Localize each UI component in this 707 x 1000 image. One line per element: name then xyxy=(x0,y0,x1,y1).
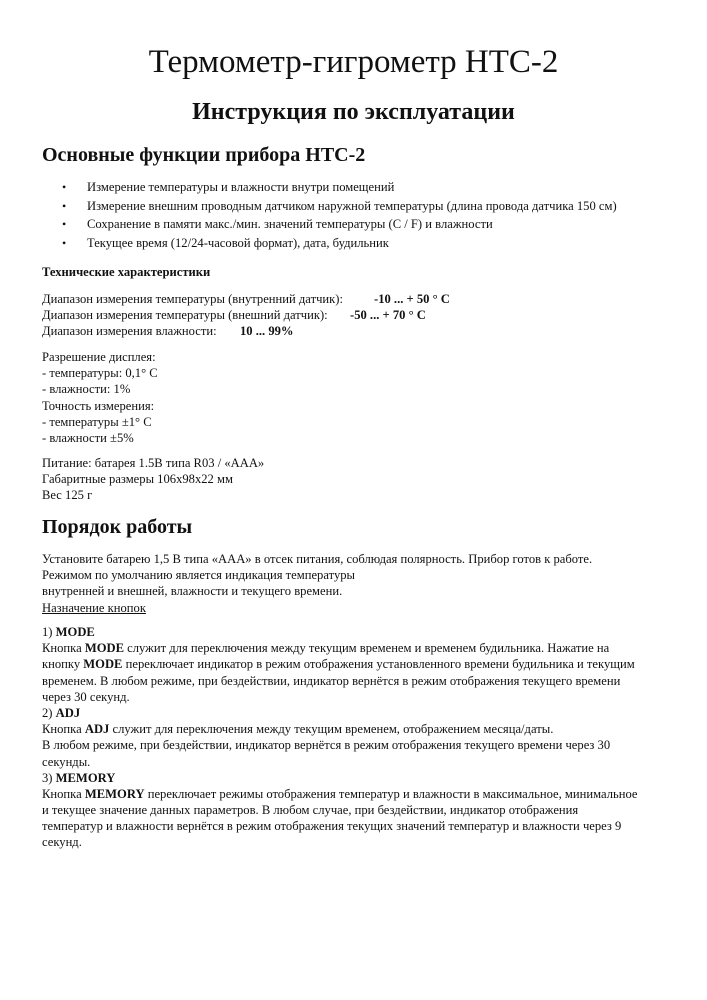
mode-section xyxy=(42,624,638,851)
list-item: • Текущее время (12/24-часовой формат), дата, будильник xyxy=(62,234,617,253)
paragraph-line: временем. В любом режиме, при бездействии, индикатор вернётся в режим отображения текущего времени xyxy=(42,673,621,688)
spec-range-label: Диапазон измерения температуры (внутренний датчик): xyxy=(42,292,343,306)
paragraph-line: Установите батарею 1,5 В типа «ААА» в отсек питания, соблюдая полярность. Прибор готов к работе. xyxy=(42,552,593,566)
spec-line: Габаритные размеры 106x98x22 мм xyxy=(42,472,233,487)
spec-line: - влажности ±5% xyxy=(42,430,134,445)
spec-line: - температуры ±1° С xyxy=(42,414,152,429)
paragraph-line: и текущее значение данных параметров. В любом случае, при бездействии, индикатор отображения xyxy=(42,803,579,818)
paragraph-line: кнопку MODE переключает индикатор в режим отображения установленного времени будильника и текущим xyxy=(42,657,635,672)
spec-line: Разрешение дисплея: xyxy=(42,350,156,364)
paragraph-line: внутренней и внешней, влажности и текущего времени. xyxy=(42,584,343,599)
list-item: • Сохранение в памяти макс./мин. значений температуры (C / F) и влажности xyxy=(62,215,617,234)
paragraph-line: температур и влажности вернётся в режим отображения текущих значений температур и влажности через 9 xyxy=(42,819,622,834)
spec-resolution xyxy=(42,349,158,446)
operation-intro xyxy=(42,551,592,616)
paragraph-line: Режимом по умолчанию является индикация температуры xyxy=(42,568,356,583)
spec-line: - температуры: 0,1° С xyxy=(42,366,158,381)
paragraph-line: В любом режиме, при бездействии, индикатор вернётся в режим отображения текущего времени через 30 xyxy=(42,738,611,753)
paragraph-line: секунд. xyxy=(42,835,82,850)
functions-list xyxy=(62,178,617,252)
spec-ranges xyxy=(42,291,450,340)
spec-range-value: 10 ... 99% xyxy=(240,324,294,339)
spec-range-row xyxy=(42,307,426,323)
memory-title: 3) MEMORY xyxy=(42,770,116,785)
paragraph-line: через 30 секунд. xyxy=(42,689,130,704)
paragraph-line: Кнопка MODE служит для переключения между текущим временем и временем будильника. Нажатие на xyxy=(42,641,610,656)
paragraph-line: секунды. xyxy=(42,754,91,769)
spec-other xyxy=(42,455,264,504)
paragraph-line: Кнопка MEMORY переключает режимы отображения температур и влажности в максимальное, минимальное xyxy=(42,786,638,801)
document-title: Термометр-гигрометр HTC-2 xyxy=(148,44,559,80)
spec-line: Вес 125 г xyxy=(42,488,93,503)
spec-range-label: Диапазон измерения влажности: xyxy=(42,324,217,339)
spec-range-value: -10 ... + 50 ° С xyxy=(374,292,450,306)
paragraph-line: Кнопка ADJ служит для переключения между текущим временем, отображением месяца/даты. xyxy=(42,722,554,737)
spec-line: - влажности: 1% xyxy=(42,382,131,397)
spec-range-value: -50 ... + 70 ° С xyxy=(350,308,426,323)
document-subtitle: Инструкция по эксплуатации xyxy=(192,99,515,125)
mode-title: 1) MODE xyxy=(42,625,95,639)
list-item: • Измерение температуры и влажности внутри помещений xyxy=(62,178,617,197)
spec-line: Точность измерения: xyxy=(42,398,155,413)
functions-heading: Основные функции прибора HTC-2 xyxy=(42,144,366,166)
specs-heading: Технические характеристики xyxy=(42,265,211,279)
list-item: • Измерение внешним проводным датчиком наружной температуры (длина провода датчика 150 см) xyxy=(62,197,617,216)
spec-range-label: Диапазон измерения температуры (внешний датчик): xyxy=(42,308,328,323)
operation-heading: Порядок работы xyxy=(42,516,193,538)
buttons-heading: Назначение кнопок xyxy=(42,600,146,615)
spec-line: Питание: батарея 1.5В типа R03 / «ААА» xyxy=(42,456,265,470)
adj-title: 2) ADJ xyxy=(42,705,81,720)
spec-range-row xyxy=(42,323,343,339)
spec-range-row xyxy=(42,291,450,307)
